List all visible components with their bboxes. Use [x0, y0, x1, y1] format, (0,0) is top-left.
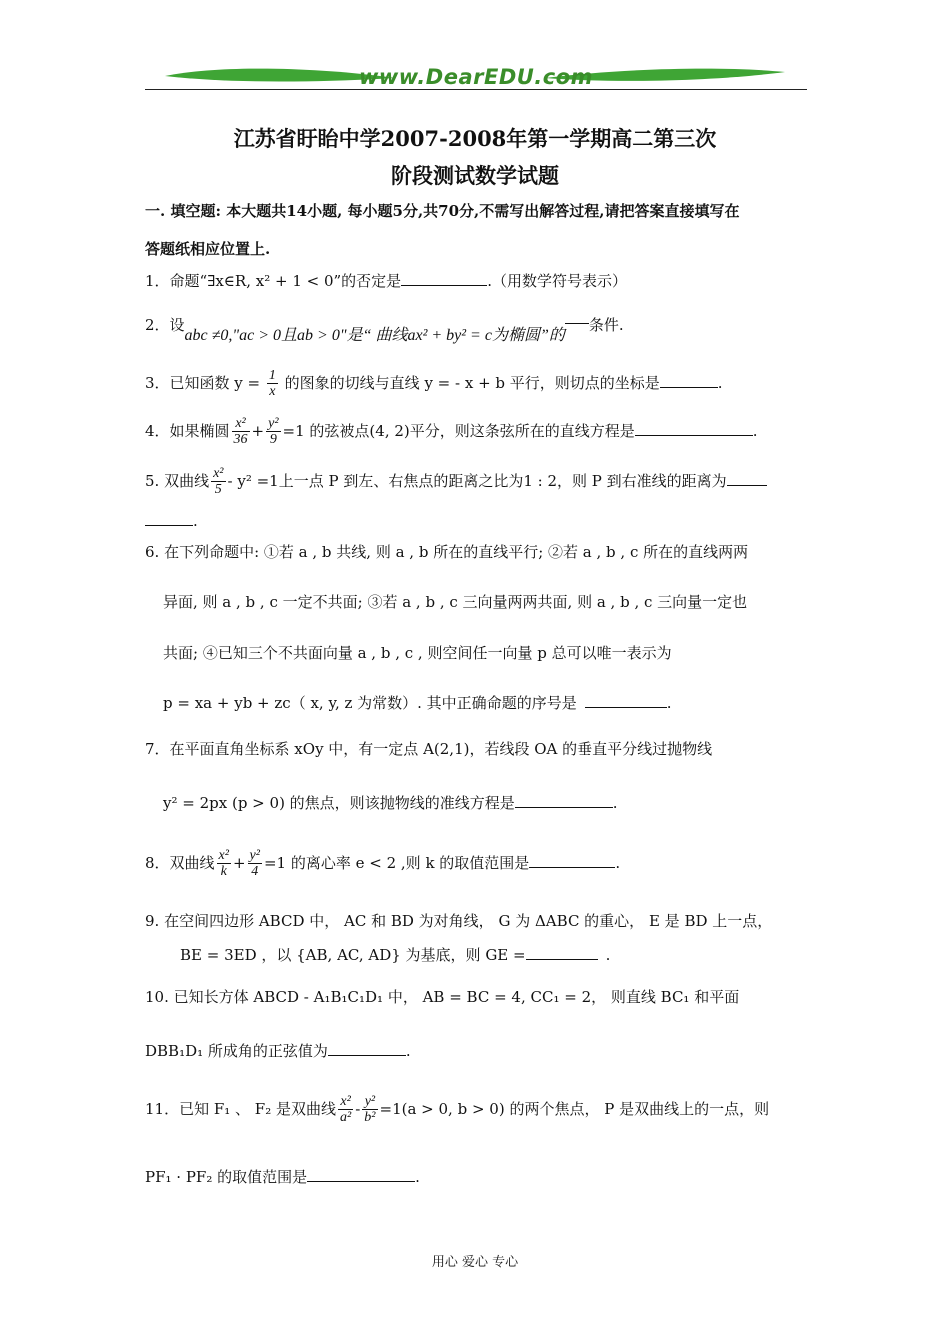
- site-header-banner: [145, 60, 807, 92]
- fraction: $\frac{\text{y²}}{\text{b²}}$: [364, 1094, 376, 1126]
- question-7-line2-text: y² = 2px (p > 0) 的焦点，则该抛物线的准线方程是: [163, 794, 515, 812]
- question-10-tail: .: [405, 1042, 411, 1060]
- question-4-mid: =1 的弦被点(4, 2)平分，则这条弦所在的直线方程是: [282, 421, 635, 440]
- answer-blank: [526, 958, 598, 960]
- question-11-pre: 11．已知 F₁ 、 F₂ 是双曲线: [145, 1099, 337, 1118]
- question-4-pre: 4．如果椭圆: [145, 421, 230, 440]
- exam-title-line2: 阶段测试数学试题: [391, 163, 559, 188]
- question-8-tail: .: [615, 853, 621, 872]
- answer-blank: [401, 284, 487, 286]
- section-instructions-line2: 答题纸相应位置上.: [145, 240, 271, 258]
- question-5-continued: [145, 512, 807, 530]
- question-3: [145, 368, 807, 400]
- fraction: $\frac{\text{y²}}{9}$: [268, 416, 279, 448]
- plus-sign: +: [251, 421, 265, 440]
- question-9-line1: 9. 在空间四边形 ABCD 中， AC 和 BD 为对角线， G 为 ΔABC 的重心， E 是 BD 上一点，: [145, 912, 773, 930]
- question-6-line2: 异面, 则 a , b , c 一定不共面; ③若 a , b , c 三向量两两共面, 则 a , b , c 三向量一定也: [163, 593, 748, 611]
- question-6-line1: 6. 在下列命题中: ①若 a , b 共线, 则 a , b 所在的直线平行; ②若 a , b , c 所在的直线两两: [145, 543, 749, 561]
- fraction: $\frac{\text{x²}}{k}$: [218, 848, 229, 880]
- site-logo-text: www.DearEDU.com: [358, 65, 594, 89]
- question-5: [145, 466, 807, 498]
- exam-title-line1: 江苏省盱眙中学2007-2008年第一学期高二第三次: [233, 126, 717, 151]
- question-2-math: abc ≠0,"ac > 0且ab > 0"是“ 曲线ax² + by² = c为椭圆”的: [184, 327, 565, 344]
- answer-blank: [727, 484, 767, 486]
- question-5-pre: 5. 双曲线: [145, 471, 210, 490]
- fraction: $\frac{\text{x²}}{\text{a²}}$: [340, 1094, 352, 1126]
- question-6-line3: 共面; ④已知三个不共面向量 a , b , c , 则空间任一向量 p 总可以唯一表示为: [163, 644, 672, 662]
- answer-blank: [307, 1180, 415, 1182]
- question-5-mid: - y² =1上一点 P 到左、右焦点的距离之比为1 : 2，则 P 到右准线的距离为: [227, 471, 727, 490]
- question-2-tail: 条件.: [588, 316, 624, 334]
- answer-blank: [660, 386, 718, 388]
- question-10-line1: 10. 已知长方体 ABCD - A₁B₁C₁D₁ 中， AB = BC = 4, CC₁ = 2， 则直线 BC₁ 和平面: [145, 988, 740, 1006]
- question-1-text: 1．命题“∃x∈R, x² + 1 < 0”的否定是: [145, 272, 402, 290]
- question-3-tail: .: [717, 373, 723, 392]
- question-7-line1: 7．在平面直角坐标系 xOy 中，有一定点 A(2,1)，若线段 OA 的垂直平分线过抛物线: [145, 740, 713, 758]
- answer-blank: [529, 866, 615, 868]
- answer-blank: [515, 806, 613, 808]
- page-footer: 用心 爱心 专心: [431, 1255, 519, 1270]
- question-6-tail: .: [666, 694, 672, 712]
- question-8: [145, 848, 807, 880]
- fraction: $\frac{\text{y²}}{4}$: [249, 848, 260, 880]
- question-5-tail: .: [193, 512, 198, 530]
- answer-blank: [565, 322, 589, 324]
- question-9-line2: [180, 944, 807, 965]
- question-1: [145, 270, 807, 291]
- question-4: [145, 416, 807, 448]
- fraction: $\frac{\text{x²}}{36}$: [233, 416, 248, 448]
- answer-blank: [635, 434, 753, 436]
- question-4-tail: .: [752, 421, 758, 440]
- question-10-line2: [145, 1040, 807, 1061]
- question-6-line4: [163, 692, 807, 713]
- answer-blank: [328, 1054, 406, 1056]
- question-2: [145, 312, 807, 344]
- question-8-pre: 8．双曲线: [145, 853, 215, 872]
- plus-sign: +: [232, 853, 246, 872]
- fraction: $\frac{1}{x}$: [268, 368, 276, 400]
- minus-sign: -: [355, 1099, 361, 1118]
- answer-blank: [145, 524, 193, 526]
- question-1-tail: .（用数学符号表示）: [487, 272, 627, 290]
- question-2-pre: 2．设: [145, 316, 185, 334]
- question-11-line2-text: PF₁ · PF₂ 的取值范围是: [145, 1168, 308, 1186]
- section-instructions-line1: 一. 填空题: 本大题共14小题, 每小题5分,共70分,不需写出解答过程,请把答案直接填写在: [145, 202, 740, 220]
- question-9-tail: .: [605, 946, 611, 964]
- question-10-line2-text: DBB₁D₁ 所成角的正弦值为: [145, 1042, 328, 1060]
- question-7-tail: .: [612, 794, 618, 812]
- question-8-mid: =1 的离心率 e < 2 ,则 k 的取值范围是: [263, 853, 530, 872]
- header-divider: [145, 89, 807, 90]
- question-6-line4-text: p = xa + yb + zc（ x, y, z 为常数）. 其中正确命题的序号是: [163, 694, 577, 712]
- question-7-line2: [163, 792, 807, 813]
- question-11-line2: [145, 1166, 807, 1187]
- question-9-line2-text: BE = 3ED ，以 {AB, AC, AD} 为基底，则 GE =: [180, 946, 526, 964]
- question-11-tail: .: [415, 1168, 420, 1186]
- question-11-mid: =1(a > 0, b > 0) 的两个焦点， P 是双曲线上的一点，则: [379, 1099, 770, 1118]
- question-3-pre: 3．已知函数 y =: [145, 373, 265, 392]
- question-3-mid: 的图象的切线与直线 y = - x + b 平行，则切点的坐标是: [279, 373, 660, 392]
- answer-blank: [585, 706, 667, 708]
- question-11: [145, 1094, 807, 1126]
- fraction: $\frac{\text{x²}}{5}$: [213, 466, 224, 498]
